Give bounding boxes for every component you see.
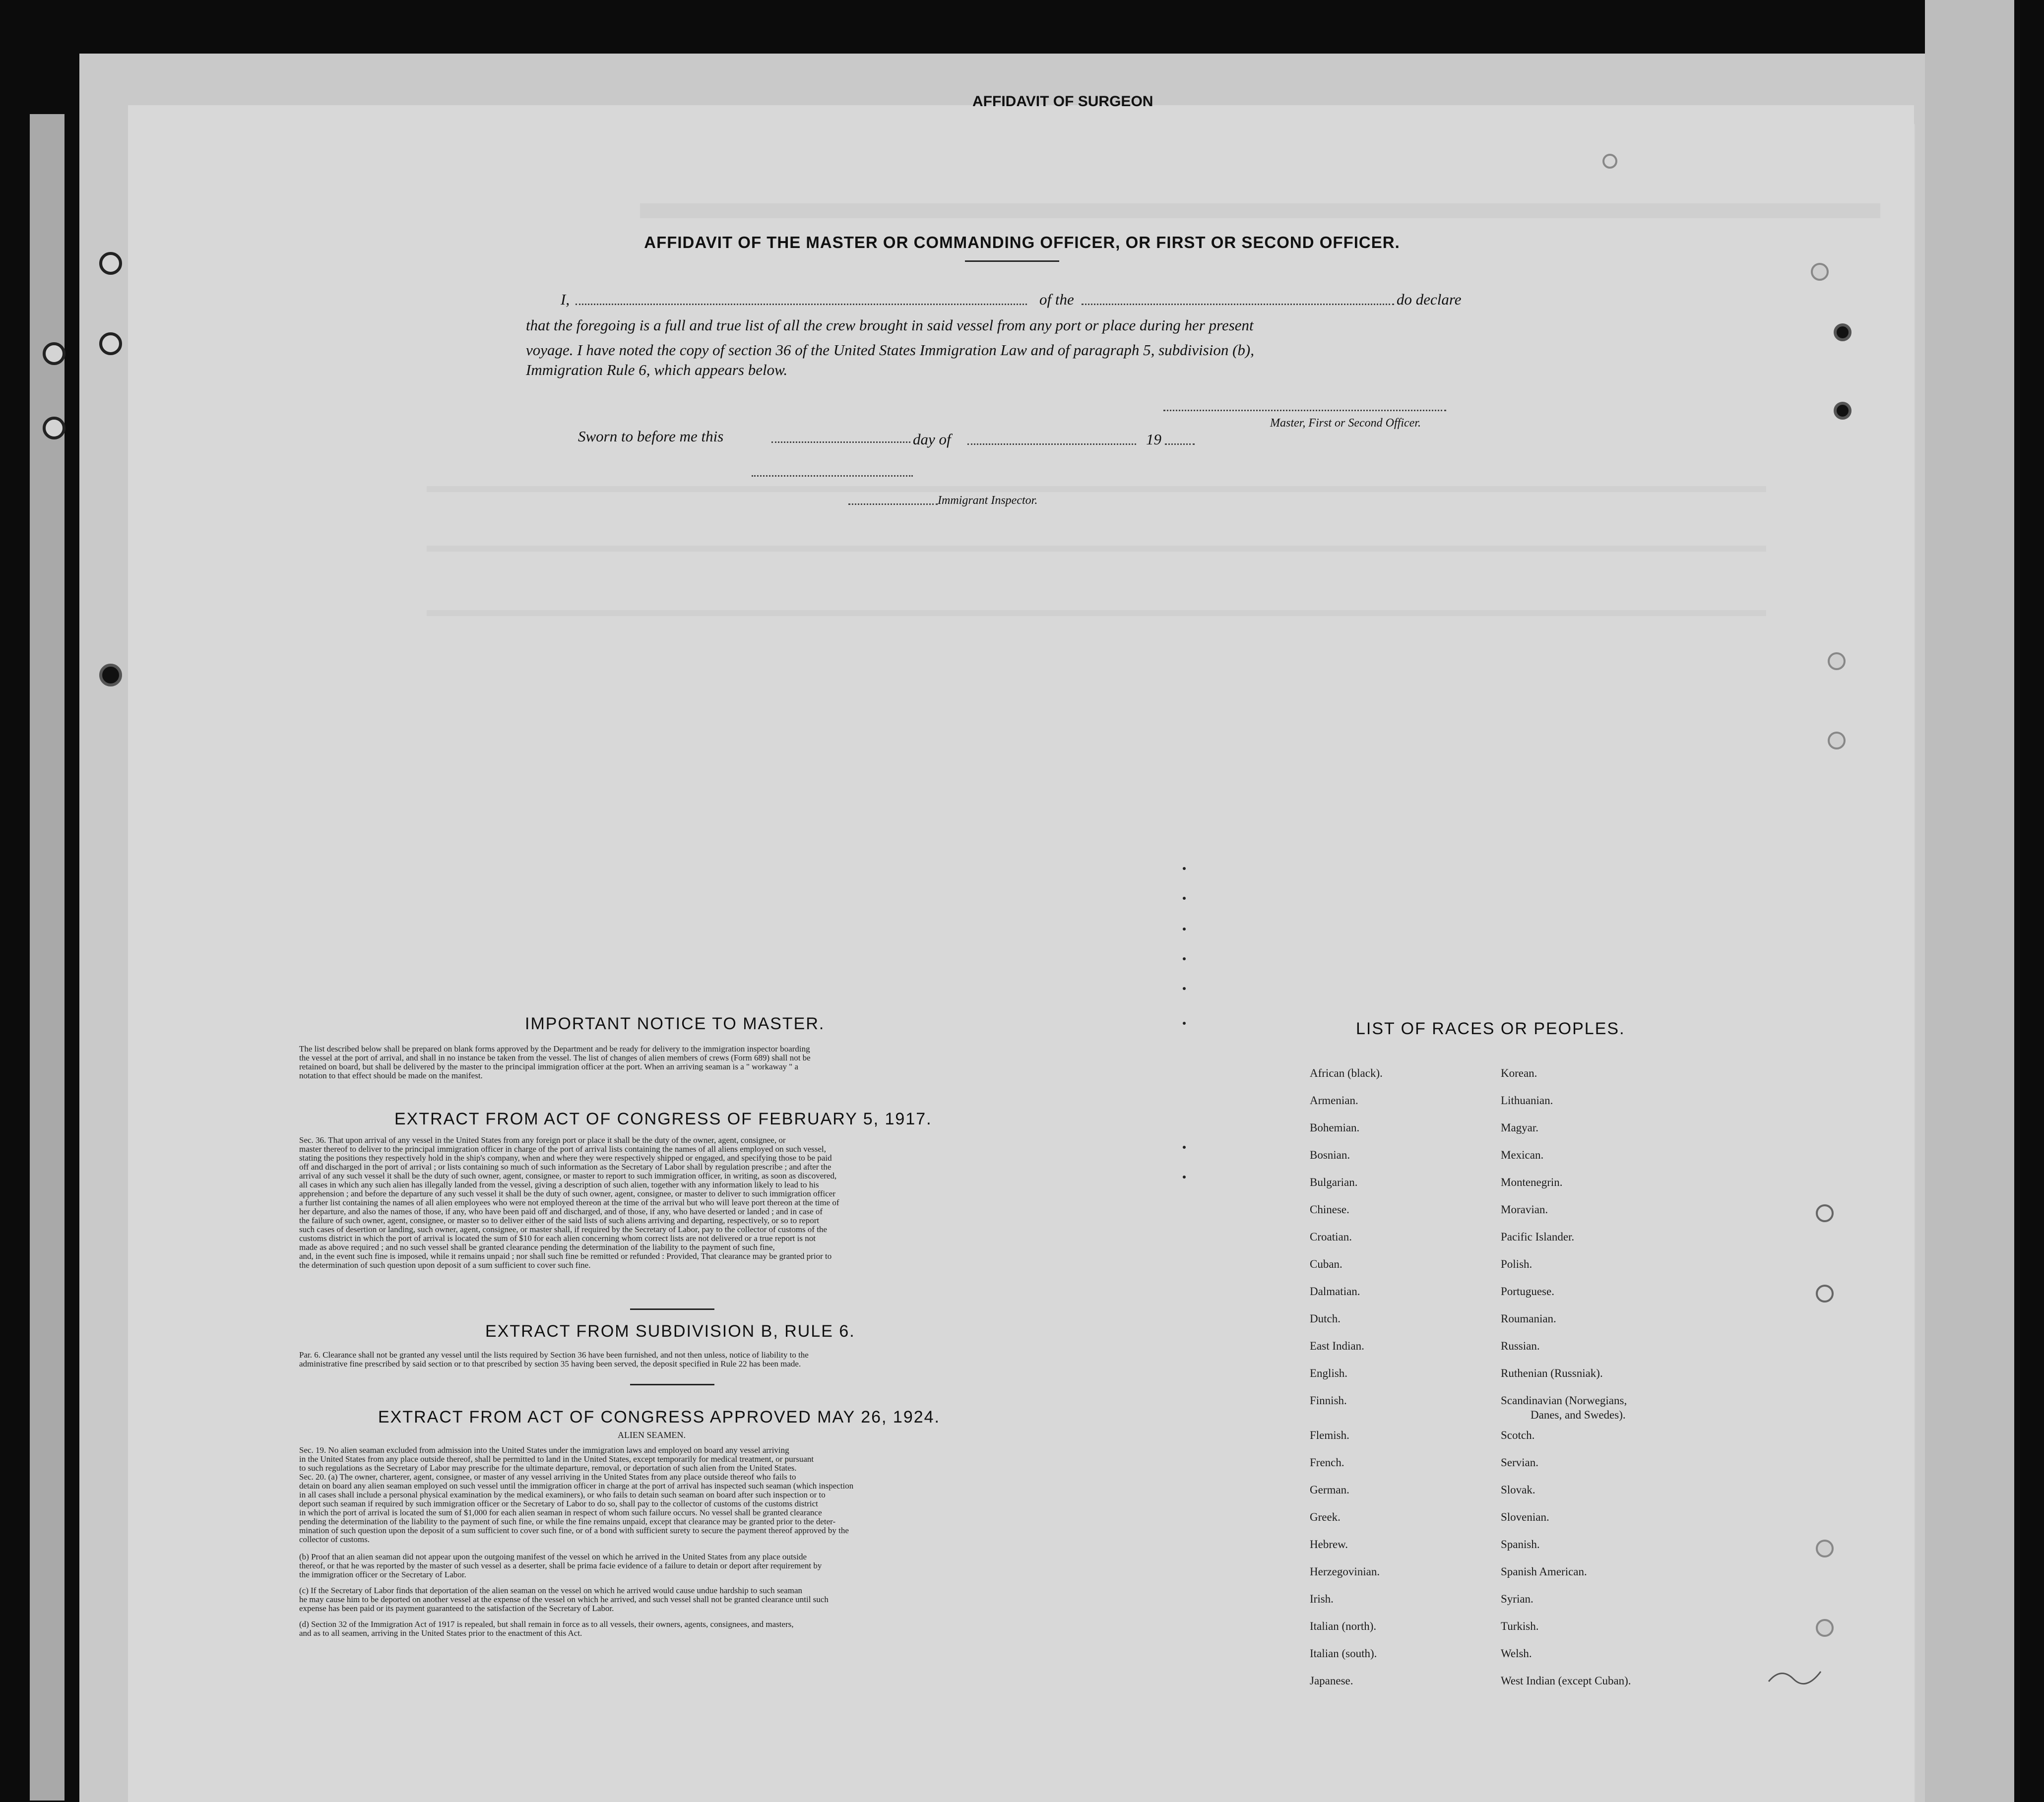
punch-hole-icon: [99, 664, 122, 686]
race-item: German.: [1310, 1484, 1349, 1496]
bleed-through-row: [427, 486, 1766, 492]
race-item: Bohemian.: [1310, 1121, 1360, 1134]
notice-line: The list described below shall be prepared on blank forms approved by the Department and be ready for delivery to the immigration inspector boarding: [299, 1044, 810, 1054]
race-item: Spanish.: [1501, 1538, 1540, 1551]
inspector-signature-line[interactable]: [752, 475, 913, 477]
race-item: Korean.: [1501, 1067, 1537, 1079]
center-dot: [1183, 1022, 1186, 1025]
declaration-line: that the foregoing is a full and true list of all the crew brought in said vessel from any port or place during her present: [526, 316, 1254, 334]
race-item: Slovenian.: [1501, 1511, 1549, 1523]
punch-hole-icon: [1602, 154, 1617, 169]
race-item: African (black).: [1310, 1067, 1383, 1079]
pencil-mark-icon: [1766, 1662, 1826, 1691]
punch-hole-icon: [1816, 1540, 1834, 1557]
para-c-line: (c) If the Secretary of Labor finds that deportation of the alien seaman on the vessel on which he arrived would cause undue hardship to such seaman: [299, 1586, 802, 1595]
extract-line: the failure of such owner, agent, consignee, or master so to deliver either of the said lists of such aliens arriving and departing, respectively, or so to report: [299, 1216, 820, 1225]
punch-hole-icon: [99, 332, 122, 355]
extract-1917-title: EXTRACT FROM ACT OF CONGRESS OF FEBRUARY 5, 1917.: [394, 1110, 932, 1128]
race-item: Japanese.: [1310, 1675, 1353, 1687]
punch-hole-icon: [1828, 652, 1846, 670]
extract-1924-title: EXTRACT FROM ACT OF CONGRESS APPROVED MAY 26, 1924.: [378, 1408, 940, 1427]
master-signature-caption: Master, First or Second Officer.: [1270, 417, 1421, 430]
race-item: Dalmatian.: [1310, 1285, 1360, 1298]
race-item: Greek.: [1310, 1511, 1341, 1523]
extract-line: in which the port of arrival is located the sum of $1,000 for each alien seaman in respect of whom such failure occurs. No vessel shall be granted clearance: [299, 1508, 822, 1517]
extract-line: collector of customs.: [299, 1535, 370, 1544]
punch-hole-icon: [1811, 263, 1829, 281]
race-item: Syrian.: [1501, 1593, 1533, 1605]
punch-hole-icon: [1816, 1285, 1834, 1303]
punch-hole-icon: [1828, 732, 1846, 749]
punch-hole-icon: [1834, 402, 1852, 420]
punch-hole-icon: [1816, 1619, 1834, 1637]
officer-name-line[interactable]: [575, 304, 1027, 305]
declaration-of-the: of the: [1039, 291, 1074, 308]
para-b-line: (b) Proof that an alien seaman did not appear upon the outgoing manifest of the vessel on which he arrived in the United States from any place outside: [299, 1552, 807, 1561]
race-item: Portuguese.: [1501, 1285, 1554, 1298]
extract-line: deport such seaman if required by such immigration officer or the Secretary of Labor to do so, shall pay to the collector of customs of the customs district: [299, 1499, 818, 1508]
affidavit-sheet: [128, 105, 1914, 1802]
race-item-continuation: Danes, and Swedes).: [1531, 1409, 1626, 1421]
race-item: Irish.: [1310, 1593, 1334, 1605]
race-item: Cuban.: [1310, 1258, 1342, 1270]
extract-line: in all cases shall include a personal physical examination by the medical examiners), or who fails to detain such seaman on board after such inspection or to: [299, 1490, 826, 1499]
race-item: Scandinavian (Norwegians,: [1501, 1394, 1627, 1407]
extract-line: in the United States from any place outside thereof, shall be permitted to land in the United States, except temporarily for medical treatment, or pursuant: [299, 1454, 814, 1464]
right-sheet-edge: [1925, 0, 2014, 1802]
declaration-line: Immigration Rule 6, which appears below.: [526, 361, 788, 378]
race-item: Montenegrin.: [1501, 1176, 1563, 1188]
extract-line: Sec. 20. (a) The owner, charterer, agent, consignee, or master of any vessel arriving in the United States from any place outside thereof who fails to: [299, 1472, 796, 1482]
para-b-line: thereof, or that he was reported by the master of such vessel as a deserter, shall be prima facie evidence of a failure to detain or deport after requirement by: [299, 1561, 822, 1570]
extract-line: such cases of desertion or landing, such owner, agent, consignee, or master shall, if required by the Secretary of Labor, pay to the collector of customs of the: [299, 1225, 828, 1234]
race-item: Spanish American.: [1501, 1565, 1587, 1578]
race-item: Moravian.: [1501, 1203, 1548, 1216]
inspector-name-line[interactable]: [848, 503, 938, 505]
section-divider: [630, 1384, 714, 1385]
title-underline: [965, 260, 1059, 262]
race-item: Russian.: [1501, 1340, 1540, 1352]
extract-line: master thereof to deliver to the principal immigration officer in charge of the port of arrival lists containing the names of all aliens employed on such vessel,: [299, 1144, 827, 1154]
race-item: Turkish.: [1501, 1620, 1539, 1632]
sworn-label: Sworn to before me this: [578, 428, 724, 445]
sworn-month-line[interactable]: [967, 443, 1136, 445]
race-item: Scotch.: [1501, 1429, 1535, 1441]
punch-hole-icon: [99, 252, 122, 275]
notice-line: retained on board, but shall be delivered by the master to the principal immigration officer at the port. When an arriving seaman is a " workaway " a: [299, 1062, 799, 1071]
race-item: Pacific Islander.: [1501, 1231, 1575, 1243]
extract-line: to such regulations as the Secretary of Labor may prescribe for the ultimate departure, removal, or deportation of such alien from the United States.: [299, 1463, 797, 1473]
extract-line: Sec. 19. No alien seaman excluded from admission into the United States under the immigration laws and employed on board any vessel arriving: [299, 1445, 789, 1455]
day-of-label: day of: [913, 431, 951, 448]
center-dot: [1183, 1176, 1186, 1179]
extract-line: apprehension ; and before the departure of any such vessel it shall be the duty of such owner, agent, consignee, or master to deliver to such immigration officer: [299, 1189, 836, 1198]
race-item: Armenian.: [1310, 1094, 1358, 1107]
extract-line: customs district in which the port of arrival is located the sum of $10 for each alien concerning whom correct lists are not delivered or a true report is not: [299, 1234, 816, 1243]
para-d-line: (d) Section 32 of the Immigration Act of 1917 is repealed, but shall remain in force as to all vessels, their owners, agents, consignees, and masters,: [299, 1619, 794, 1629]
extract-line: arrival of any such vessel it shall be the duty of such owner, agent, consignee, or master to report to such immigration officer, in writing, as soon as discovered,: [299, 1171, 837, 1181]
notice-title: IMPORTANT NOTICE TO MASTER.: [525, 1014, 825, 1033]
punch-hole-icon: [43, 417, 65, 439]
race-item: West Indian (except Cuban).: [1501, 1675, 1631, 1687]
race-item: Welsh.: [1501, 1647, 1532, 1660]
race-item: Herzegovinian.: [1310, 1565, 1380, 1578]
extract-line: and, in the event such fine is imposed, while it remains unpaid ; nor shall such fine be remitted or refunded : Provided, That clearance may be granted prior to: [299, 1251, 832, 1261]
declaration-i-label: I,: [561, 291, 570, 308]
race-item: Ruthenian (Russniak).: [1501, 1367, 1603, 1379]
rule6-line: Par. 6. Clearance shall not be granted any vessel until the lists required by Section 36 have been furnished, and not then unless, notice of liability to the: [299, 1350, 809, 1360]
vessel-name-line[interactable]: [1082, 304, 1394, 305]
race-item: Finnish.: [1310, 1394, 1347, 1407]
section-divider: [630, 1308, 714, 1310]
bleed-through-row: [427, 610, 1766, 616]
rule6-line: administrative fine prescribed by said section or to that prescribed by section 35 having been served, the deposit specified in Rule 22 has been made.: [299, 1359, 801, 1368]
center-dot: [1183, 957, 1186, 960]
race-item: English.: [1310, 1367, 1348, 1379]
notice-line: notation to that effect should be made on the manifest.: [299, 1071, 483, 1080]
notice-line: the vessel at the port of arrival, and shall in no instance be taken from the vessel. The list of changes of alien members of crews (Form 689) shall not be: [299, 1053, 811, 1062]
extract-line: detain on board any alien seaman employed on such vessel until the immigration officer in charge at the port of arrival has inspected such seaman (which inspection: [299, 1481, 854, 1491]
inspector-caption: Immigrant Inspector.: [938, 494, 1038, 507]
bleed-through-heading: [640, 203, 1880, 218]
race-item: Italian (south).: [1310, 1647, 1377, 1660]
extract-line: Sec. 36. That upon arrival of any vessel in the United States from any foreign port or place it shall be the duty of the owner, agent, consignee, or: [299, 1135, 786, 1145]
center-dot: [1183, 897, 1186, 900]
race-item: Flemish.: [1310, 1429, 1349, 1441]
race-item: Italian (north).: [1310, 1620, 1377, 1632]
race-item: Slovak.: [1501, 1484, 1535, 1496]
extract-line: made as above required ; and no such vessel shall be granted clearance pending the determination of the liability to the payment of such fine,: [299, 1243, 775, 1252]
master-signature-line[interactable]: [1163, 410, 1446, 411]
race-item: Chinese.: [1310, 1203, 1349, 1216]
declaration-do-declare: do declare: [1397, 291, 1462, 308]
adjacent-page-edge: [30, 114, 64, 1801]
race-item: Bosnian.: [1310, 1149, 1350, 1161]
race-item: Hebrew.: [1310, 1538, 1348, 1551]
extract-line: all cases in which any such alien has illegally landed from the vessel, giving a description of such alien, together with any information likely to lead to his: [299, 1180, 819, 1189]
extract-1924-subtitle: ALIEN SEAMEN.: [618, 1430, 686, 1440]
sworn-year-line[interactable]: [1165, 443, 1195, 445]
extract-line: a further list containing the names of all alien employees who were not employed thereon at the time of the arrival but who will leave port thereon at the time of: [299, 1198, 839, 1207]
race-item: Mexican.: [1501, 1149, 1544, 1161]
rule6-title: EXTRACT FROM SUBDIVISION B, RULE 6.: [485, 1322, 855, 1341]
bleed-through-row: [427, 546, 1766, 552]
declaration-line: voyage. I have noted the copy of section 36 of the United States Immigration Law and of paragraph 5, subdivision (b),: [526, 341, 1254, 359]
para-c-line: expense has been paid or its payment guaranteed to the satisfaction of the Secretary of Labor.: [299, 1604, 614, 1613]
races-title: LIST OF RACES OR PEOPLES.: [1356, 1019, 1625, 1038]
extract-line: her departure, and also the names of those, if any, who have been paid off and discharged, and of those, if any, who have deserted or landed ; and in case of: [299, 1207, 823, 1216]
race-item: Roumanian.: [1501, 1312, 1556, 1325]
race-item: French.: [1310, 1456, 1344, 1469]
punch-hole-icon: [43, 342, 65, 365]
race-item: Servian.: [1501, 1456, 1539, 1469]
punch-hole-icon: [1816, 1204, 1834, 1222]
extract-line: off and discharged in the port of arrival ; or lists containing so much of such information as the Secretary of Labor shall by regulation prescribe ; and after the: [299, 1162, 831, 1172]
center-dot: [1183, 1146, 1186, 1149]
race-item: Croatian.: [1310, 1231, 1352, 1243]
para-c-line: he may cause him to be deported on another vessel at the expense of the vessel on which he arrived, and such vessel shall not be granted clearance until such: [299, 1595, 829, 1604]
sworn-day-line[interactable]: [771, 441, 910, 443]
punch-hole-icon: [1834, 323, 1852, 341]
extract-line: mination of such question upon the deposit of a sum sufficient to cover such fine, or of a bond with sufficient surety to secure the payment thereof approved by the: [299, 1526, 849, 1535]
affidavit-title: AFFIDAVIT OF THE MASTER OR COMMANDING OFFICER, OR FIRST OR SECOND OFFICER.: [644, 233, 1400, 251]
race-item: Magyar.: [1501, 1121, 1539, 1134]
race-item: Dutch.: [1310, 1312, 1341, 1325]
para-b-line: the immigration officer or the Secretary of Labor.: [299, 1570, 466, 1579]
center-dot: [1183, 987, 1186, 990]
center-dot: [1183, 928, 1186, 931]
center-dot: [1183, 867, 1186, 870]
race-item: East Indian.: [1310, 1340, 1364, 1352]
surgeon-affidavit-title: AFFIDAVIT OF SURGEON: [972, 93, 1153, 110]
extract-line: pending the determination of the liability to the payment of such fine, or while the fine remains unpaid, except that clearance may be granted prior to the deter-: [299, 1517, 836, 1526]
race-item: Polish.: [1501, 1258, 1533, 1270]
para-d-line: and as to all seamen, arriving in the United States prior to the enactment of this Act.: [299, 1628, 582, 1638]
year-label: 19: [1146, 431, 1161, 448]
extract-line: stating the positions they respectively hold in the ship's company, when and where they were respectively shipped or engaged, and specifying those to be paid: [299, 1153, 832, 1163]
race-item: Bulgarian.: [1310, 1176, 1358, 1188]
extract-line: the determination of such question upon deposit of a sum sufficient to cover such fine.: [299, 1260, 591, 1270]
race-item: Lithuanian.: [1501, 1094, 1553, 1107]
